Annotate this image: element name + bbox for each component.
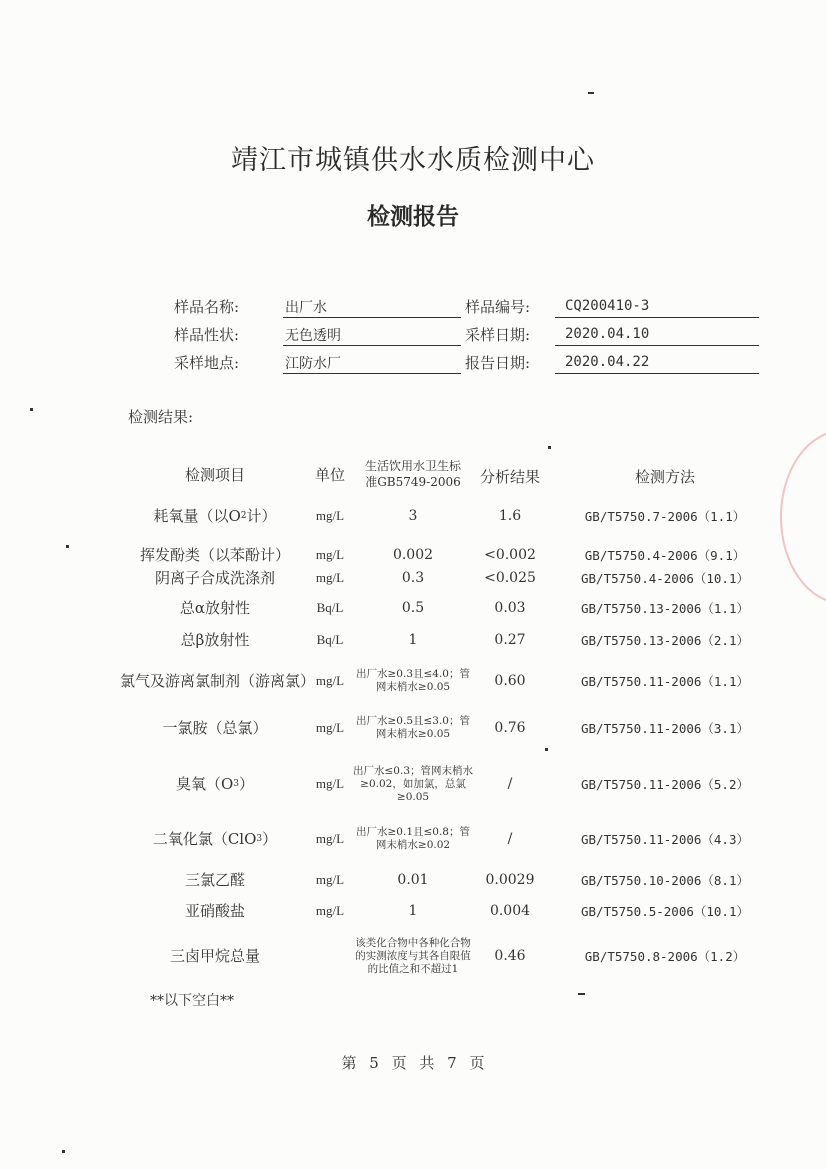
cell-standard: 1 <box>408 903 418 919</box>
cell-standard: 1 <box>408 632 418 648</box>
cell-unit: mg/L <box>315 547 345 562</box>
cell-item <box>120 563 310 593</box>
item-text: 耗氧量（以O <box>153 507 241 525</box>
cell-unit: mg/L <box>315 508 345 523</box>
cell-standard: 出厂水≥0.5且≤3.0；管网末梢水≥0.05 <box>356 715 470 740</box>
results-label: 检测结果: <box>128 408 194 426</box>
cell-unit: mg/L <box>315 720 345 735</box>
cell-item <box>120 628 310 652</box>
scan-speck <box>30 408 33 411</box>
item-subscript: 2 <box>240 511 247 521</box>
cell-unit: Bq/L <box>316 632 344 647</box>
item-text-suffix: ） <box>239 775 255 793</box>
sampling-date-label: 采样日期: <box>465 326 531 344</box>
cell-result: 0.03 <box>494 600 526 616</box>
sample-id-label: 样品编号: <box>465 298 531 316</box>
item-subscript: 3 <box>233 779 240 789</box>
header-result: 分析结果 <box>479 468 540 486</box>
cell-standard: 出厂水≤0.3；管网末梢水≥0.02，如加氯，总氯≥0.05 <box>353 764 473 803</box>
cell-unit: mg/L <box>315 872 345 887</box>
item-text-suffix: 计） <box>246 507 277 525</box>
header-method: 检测方法 <box>634 468 695 486</box>
cell-unit: Bq/L <box>316 600 344 615</box>
item-subscript: 3 <box>256 834 263 844</box>
item-text-suffix: ） <box>262 830 278 848</box>
sample-state-label: 样品性状: <box>174 326 240 344</box>
cell-method: GB/T5750.5-2006（10.1） <box>581 904 749 919</box>
sample-name-label: 样品名称: <box>174 298 240 316</box>
cell-unit: mg/L <box>315 831 345 846</box>
partial-red-stamp <box>780 430 826 604</box>
cell-standard: 3 <box>408 508 418 524</box>
report-date-label: 报告日期: <box>465 354 531 372</box>
report-date-value: 2020.04.22 <box>565 354 650 370</box>
scan-speck <box>66 545 69 548</box>
cell-result: 0.60 <box>494 673 526 689</box>
cell-unit: mg/L <box>315 673 345 688</box>
scan-speck <box>588 92 594 94</box>
cell-standard: 0.5 <box>401 600 425 616</box>
cell-result: 1.6 <box>498 508 522 524</box>
item-text: 一氯胺（总氯） <box>162 719 268 737</box>
item-text: 总β放射性 <box>180 631 250 649</box>
sample-name-underline <box>283 317 461 318</box>
sampling-date-underline <box>555 345 759 346</box>
cell-method: GB/T5750.13-2006（2.1） <box>581 633 749 648</box>
sample-state-value: 无色透明 <box>285 328 341 344</box>
cell-method: GB/T5750.7-2006（1.1） <box>584 509 746 524</box>
cell-item <box>120 814 310 864</box>
cell-item <box>120 497 310 535</box>
scan-speck <box>545 748 548 751</box>
page-footer: 第 5 页 共 7 页 <box>341 1054 485 1072</box>
report-title: 检测报告 <box>367 203 459 230</box>
cell-unit: mg/L <box>315 776 345 791</box>
blank-note: **以下空白** <box>150 993 234 1009</box>
cell-result: 0.46 <box>494 948 526 964</box>
cell-item <box>120 866 310 894</box>
cell-method: GB/T5750.11-2006（5.2） <box>581 777 749 792</box>
scan-speck <box>578 993 585 995</box>
cell-item <box>120 754 310 814</box>
header-item: 检测项目 <box>184 466 245 484</box>
cell-result: 0.27 <box>494 632 526 648</box>
cell-method: GB/T5750.4-2006（10.1） <box>581 571 749 586</box>
organization-title: 靖江市城镇供水水质检测中心 <box>231 145 595 176</box>
cell-standard: 0.3 <box>401 570 425 586</box>
sampling-site-label: 采样地点: <box>174 354 240 372</box>
item-text: 三卤甲烷总量 <box>169 947 260 965</box>
item-text: 三氯乙醛 <box>184 871 245 889</box>
sampling-site-value: 江防水厂 <box>285 356 341 372</box>
cell-standard: 0.01 <box>397 872 429 888</box>
cell-standard: 该类化合物中各种化合物的实测浓度与其各自限值的比值之和不超过1 <box>355 936 471 975</box>
cell-standard: 出厂水≥0.3且≤4.0；管网末梢水≥0.05 <box>356 668 470 693</box>
cell-method: GB/T5750.11-2006（3.1） <box>581 721 749 736</box>
cell-result: 0.0029 <box>485 872 535 888</box>
scan-speck <box>62 1150 65 1153</box>
sample-state-underline <box>283 345 461 346</box>
sample-id-value: CQ200410-3 <box>565 298 650 314</box>
report-date-underline <box>555 373 759 374</box>
cell-item <box>120 704 310 752</box>
cell-unit: mg/L <box>315 570 345 585</box>
cell-standard: 0.002 <box>392 547 434 563</box>
cell-method: GB/T5750.8-2006（1.2） <box>584 949 746 964</box>
cell-result: 0.004 <box>489 903 531 919</box>
sample-id-underline <box>555 317 759 318</box>
item-text: 阴离子合成洗涤剂 <box>154 569 275 587</box>
cell-method: GB/T5750.13-2006（1.1） <box>581 601 749 616</box>
scan-speck <box>548 446 551 449</box>
item-text: 二氧化氯（ClO <box>152 830 257 848</box>
item-text: 氯气及游离氯制剂（游离氯） <box>120 672 316 690</box>
cell-result: 0.76 <box>494 720 526 736</box>
cell-item <box>120 927 310 985</box>
cell-item <box>120 596 310 620</box>
cell-method: GB/T5750.10-2006（8.1） <box>581 873 749 888</box>
cell-item <box>120 897 310 925</box>
cell-method: GB/T5750.4-2006（9.1） <box>584 548 746 563</box>
sample-name-value: 出厂水 <box>285 300 327 316</box>
cell-result: <0.025 <box>484 570 536 586</box>
cell-result: / <box>507 776 513 792</box>
cell-unit: mg/L <box>315 903 345 918</box>
sampling-site-underline <box>283 373 461 374</box>
cell-result: <0.002 <box>484 547 536 563</box>
cell-item <box>120 655 316 707</box>
item-text: 亚硝酸盐 <box>184 902 245 920</box>
sampling-date-value: 2020.04.10 <box>565 326 650 342</box>
item-text: 臭氧（O <box>175 775 234 793</box>
cell-result: / <box>507 831 513 847</box>
header-standard: 生活饮用水卫生标准GB5749-2006 <box>364 459 461 489</box>
item-text: 挥发酚类（以苯酚计） <box>139 546 290 564</box>
header-unit: 单位 <box>314 466 345 484</box>
item-text: 总α放射性 <box>179 599 251 617</box>
cell-method: GB/T5750.11-2006（4.3） <box>581 832 749 847</box>
cell-standard: 出厂水≥0.1且≤0.8；管网末梢水≥0.02 <box>356 826 470 851</box>
cell-method: GB/T5750.11-2006（1.1） <box>581 674 749 689</box>
